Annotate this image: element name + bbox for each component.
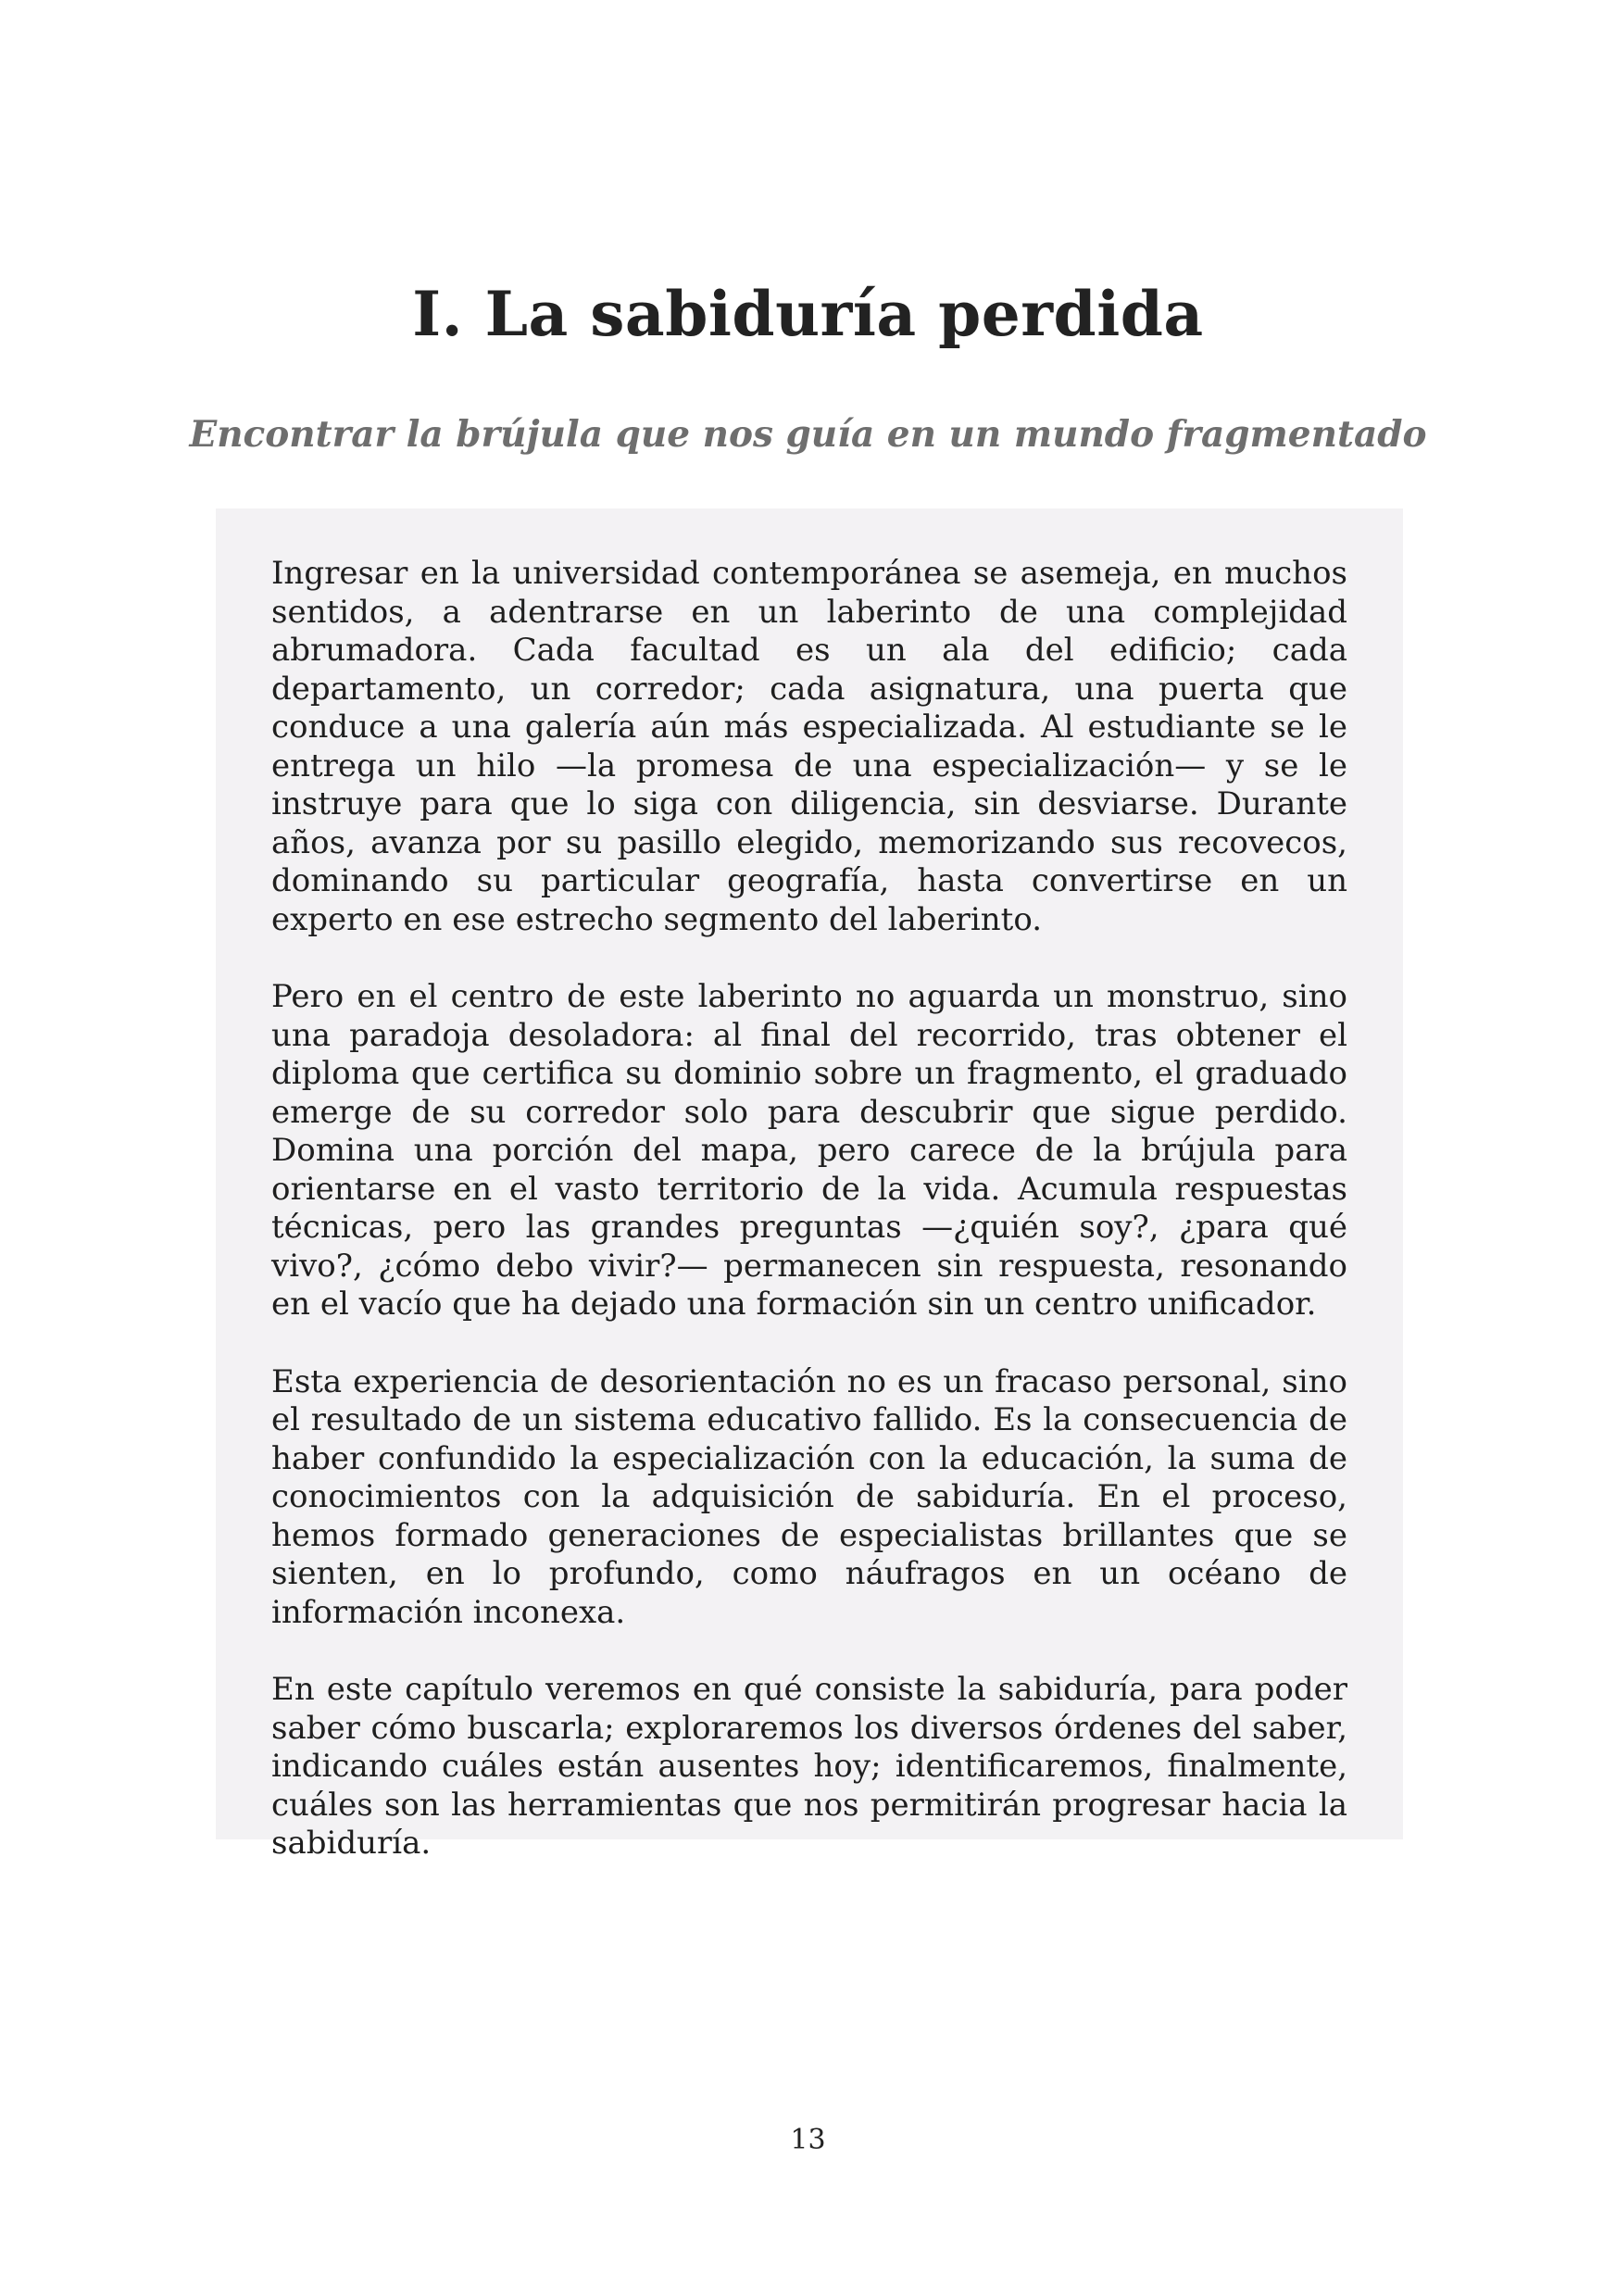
paragraph-4: En este capítulo veremos en qué consiste la sabiduría, para poder saber cómo buscarla; exploraremos los diversos órdenes del saber, indicando cuáles están ausentes hoy; identificaremos, finalmente, cuáles son las herramientas que nos permitirán progresar hacia la sabiduría. (271, 1671, 1347, 1862)
paragraph-1: Ingresar en la universidad contemporánea se asemeja, en muchos sentidos, a adentrarse en un laberinto de una complejidad abrumadora. Cada facultad es un ala del edificio; cada departamento, un corredor; cada asignatura, una puerta que conduce a una galería aún más especializada. Al estudiante se le entrega un hilo —la promesa de una especialización— y se le instruye para que lo siga con diligencia, sin desviarse. Durante años, avanza por su pasillo elegido, memorizando sus recovecos, dominando su particular geografía, hasta convertirse en un experto en ese estrecho segmento del laberinto. (271, 555, 1347, 938)
paragraph-2: Pero en el centro de este laberinto no aguarda un monstruo, sino una paradoja desoladora: al final del recorrido, tras obtener el diploma que certifica su dominio sobre un fragmento, el graduado emerge de su corredor solo para descubrir que sigue perdido. Domina una porción del mapa, pero carece de la brújula para orientarse en el vasto territorio de la vida. Acumula respuestas técnicas, pero las grandes preguntas —¿quién soy?, ¿para qué vivo?, ¿cómo debo vivir?— permanecen sin respuesta, resonando en el vacío que ha dejado una formación sin un centro unificador. (271, 978, 1347, 1323)
chapter-title: I. La sabiduría perdida (412, 278, 1204, 350)
chapter-subtitle: Encontrar la brújula que nos guía en un mundo fragmentado (189, 413, 1427, 456)
paragraph-3: Esta experiencia de desorientación no es un fracaso personal, sino el resultado de un sistema educativo fallido. Es la consecuencia de haber confundido la especialización con la educación, la suma de conocimientos con la adquisición de sabiduría. En el proceso, hemos formado generaciones de especialistas brillantes que se sienten, en lo profundo, como náufragos en un océano de información inconexa. (271, 1362, 1347, 1631)
intro-text-box (216, 508, 1403, 1862)
page-number: 13 (790, 2124, 826, 2156)
